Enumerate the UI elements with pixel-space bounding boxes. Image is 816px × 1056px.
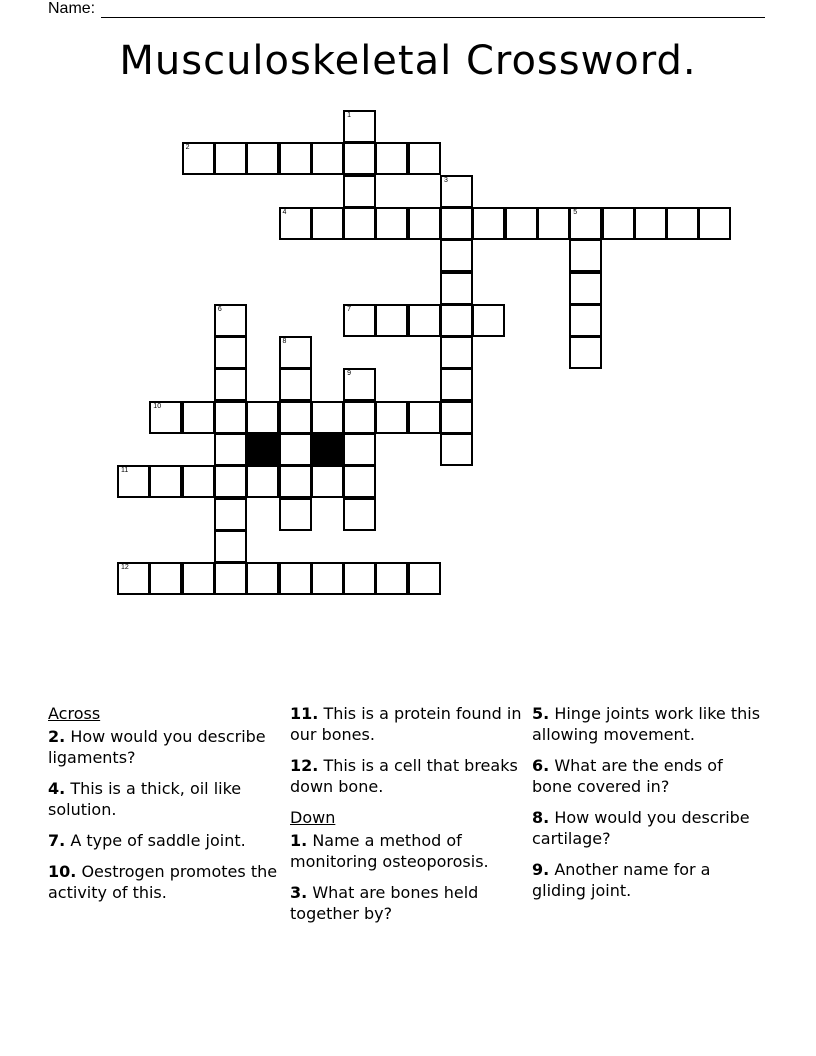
grid-cell[interactable] — [343, 207, 376, 240]
grid-cell[interactable] — [537, 207, 570, 240]
clues-column-3 — [532, 703, 767, 911]
grid-cell[interactable] — [440, 207, 473, 240]
grid-cell[interactable] — [343, 142, 376, 175]
grid-cell[interactable] — [311, 142, 344, 175]
across-clue-12: 12. This is a cell that breaks down bone. — [290, 756, 518, 796]
grid-cell[interactable] — [440, 304, 473, 337]
grid-cell[interactable] — [182, 142, 215, 175]
grid-cell[interactable] — [343, 110, 376, 143]
down-clue-5: 5. Hinge joints work like this allowing movement. — [532, 704, 761, 744]
clue-number: 12 — [121, 564, 129, 572]
grid-cell[interactable] — [375, 207, 408, 240]
across-clue-7: 7. A type of saddle joint. — [48, 831, 246, 850]
grid-cell[interactable] — [279, 142, 312, 175]
clue-number: 9 — [347, 370, 351, 378]
clues-column-1 — [48, 703, 283, 913]
grid-cell[interactable] — [440, 239, 473, 272]
grid-cell[interactable] — [214, 304, 247, 337]
grid-cell[interactable] — [343, 401, 376, 434]
down-heading: Down — [290, 808, 336, 827]
grid-cell[interactable] — [214, 368, 247, 401]
grid-cell[interactable] — [408, 142, 441, 175]
clue-number: 4 — [282, 208, 287, 216]
grid-cell[interactable] — [375, 562, 408, 595]
grid-cell[interactable] — [279, 562, 312, 595]
clue-number: 6 — [217, 305, 222, 313]
down-clue-8: 8. How would you describe cartilage? — [532, 808, 750, 848]
grid-cell[interactable] — [343, 498, 376, 531]
grid-cell[interactable] — [408, 304, 441, 337]
across-heading: Across — [48, 704, 101, 723]
grid-cell[interactable] — [214, 562, 247, 595]
grid-cell[interactable] — [279, 401, 312, 434]
grid-cell[interactable] — [279, 368, 312, 401]
grid-cell[interactable] — [214, 433, 247, 466]
clue-number: 10 — [153, 402, 162, 410]
grid-cell[interactable] — [214, 498, 247, 531]
across-clue-11: 11. This is a protein found in our bones. — [290, 704, 522, 744]
grid-cell[interactable] — [214, 142, 247, 175]
grid-cell[interactable] — [117, 562, 150, 595]
grid-cell[interactable] — [569, 304, 602, 337]
grid-cell[interactable] — [182, 401, 215, 434]
grid-cell[interactable] — [602, 207, 635, 240]
grid-cell[interactable] — [149, 401, 182, 434]
grid-cell[interactable] — [246, 465, 279, 498]
clue-number: 2 — [185, 144, 190, 152]
grid-cell[interactable] — [440, 368, 473, 401]
page-title: Musculoskeletal Crossword. — [119, 38, 697, 84]
grid-cell[interactable] — [246, 562, 279, 595]
grid-cell[interactable] — [214, 336, 247, 369]
grid-cell[interactable] — [440, 175, 473, 208]
grid-cell[interactable] — [246, 142, 279, 175]
grid-cell[interactable] — [666, 207, 699, 240]
clue-number: 1 — [347, 112, 351, 119]
grid-cell[interactable] — [634, 207, 667, 240]
grid-cell[interactable] — [246, 401, 279, 434]
grid-cell[interactable] — [214, 465, 247, 498]
grid-cell[interactable] — [440, 336, 473, 369]
grid-cell[interactable] — [149, 465, 182, 498]
grid-block — [311, 433, 344, 466]
grid-cell[interactable] — [279, 207, 312, 240]
grid-cell[interactable] — [279, 498, 312, 531]
grid-cell[interactable] — [117, 465, 150, 498]
across-clue-10: 10. Oestrogen promotes the activity of this. — [48, 862, 278, 902]
grid-cell[interactable] — [279, 433, 312, 466]
grid-cell[interactable] — [440, 272, 473, 305]
grid-cell[interactable] — [375, 142, 408, 175]
clue-number: 5 — [573, 208, 578, 216]
clue-number: 11 — [121, 467, 129, 475]
grid-cell[interactable] — [408, 207, 441, 240]
down-clue-3: 3. What are bones held together by? — [290, 883, 479, 923]
across-clue-4: 4. This is a thick, oil like solution. — [48, 779, 242, 819]
grid-cell[interactable] — [408, 562, 441, 595]
grid-cell[interactable] — [311, 465, 344, 498]
name-label: Name: — [48, 0, 96, 17]
down-clue-6: 6. What are the ends of bone covered in? — [532, 756, 723, 796]
clue-number: 3 — [444, 176, 448, 184]
clue-number: 8 — [282, 338, 287, 346]
grid-cell[interactable] — [279, 465, 312, 498]
grid-cell[interactable] — [343, 368, 376, 401]
grid-cell[interactable] — [440, 433, 473, 466]
grid-cell[interactable] — [311, 562, 344, 595]
grid-cell[interactable] — [472, 304, 505, 337]
clues-column-2 — [290, 703, 525, 934]
down-clue-1: 1. Name a method of monitoring osteoporosis. — [290, 831, 489, 871]
grid-cell[interactable] — [343, 433, 376, 466]
grid-cell[interactable] — [149, 562, 182, 595]
grid-cell[interactable] — [408, 401, 441, 434]
grid-cell[interactable] — [472, 207, 505, 240]
down-clue-9: 9. Another name for a gliding joint. — [532, 860, 711, 900]
grid-cell[interactable] — [569, 207, 602, 240]
grid-cell[interactable] — [569, 272, 602, 305]
grid-cell[interactable] — [311, 401, 344, 434]
grid-cell[interactable] — [375, 304, 408, 337]
grid-cell[interactable] — [343, 304, 376, 337]
grid-block — [246, 433, 279, 466]
grid-cell[interactable] — [214, 530, 247, 563]
grid-cell[interactable] — [279, 336, 312, 369]
grid-cell[interactable] — [569, 336, 602, 369]
grid-cell[interactable] — [311, 207, 344, 240]
grid-cell[interactable] — [343, 562, 376, 595]
across-clue-2: 2. How would you describe ligaments? — [48, 727, 266, 767]
grid-cell[interactable] — [375, 401, 408, 434]
grid-cell[interactable] — [343, 175, 376, 208]
grid-cell[interactable] — [182, 562, 215, 595]
grid-cell[interactable] — [505, 207, 538, 240]
grid-cell[interactable] — [214, 401, 247, 434]
grid-cell[interactable] — [440, 401, 473, 434]
grid-cell[interactable] — [698, 207, 731, 240]
grid-cell[interactable] — [569, 239, 602, 272]
grid-cell[interactable] — [343, 465, 376, 498]
grid-cell[interactable] — [182, 465, 215, 498]
clue-number: 7 — [347, 305, 351, 313]
